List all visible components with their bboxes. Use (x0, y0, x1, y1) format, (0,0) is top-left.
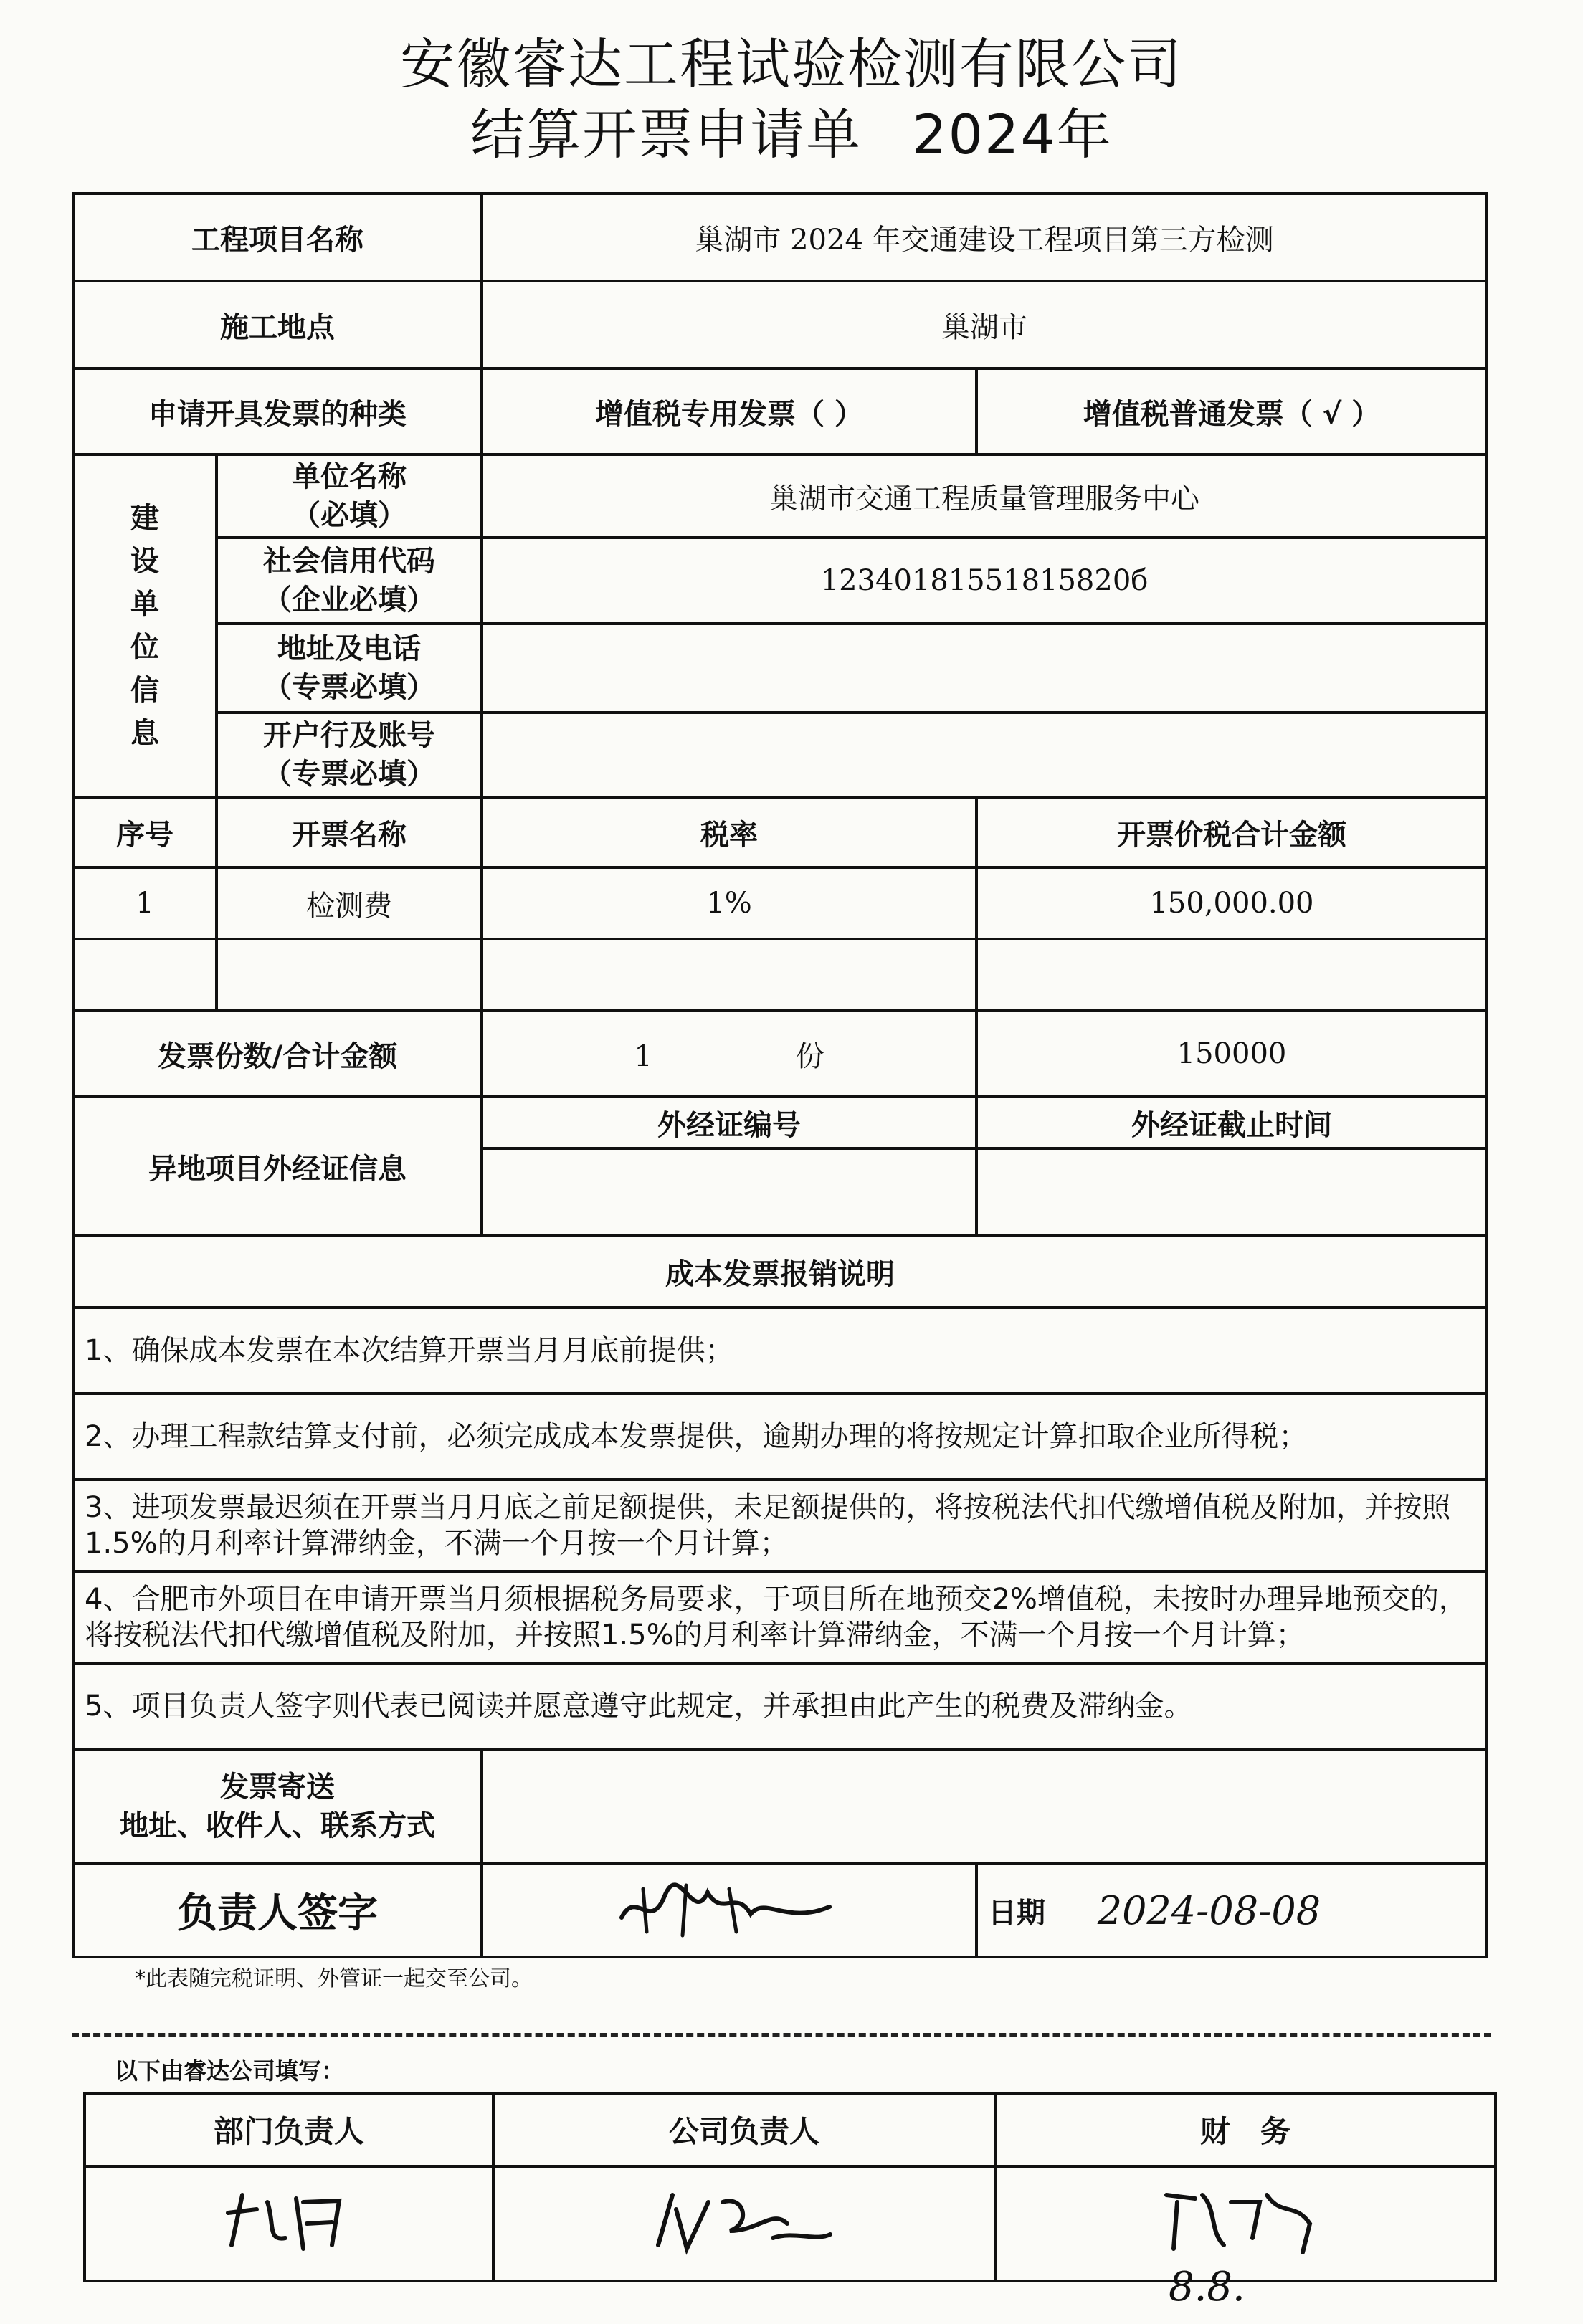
dept-head-label: 部门负责人 (85, 2093, 493, 2166)
mailing-value (482, 1749, 1487, 1864)
row-rate: 1% (482, 867, 976, 939)
invoice-type-label: 申请开具发票的种类 (73, 368, 482, 454)
date-mark: 8.8. (1169, 2264, 1245, 2310)
bank-account-label: 开户行及账号 （专票必填） (217, 713, 482, 797)
signature-label: 负责人签字 (73, 1864, 482, 1957)
cost-notes-title: 成本发票报销说明 (73, 1236, 1487, 1308)
signature-image (482, 1864, 976, 1957)
totals-label: 发票份数/合计金额 (73, 1011, 482, 1097)
date-label: 日期 (988, 1896, 1045, 1930)
copies-value: 1 (634, 1039, 652, 1073)
cost-note-4: 4、合肥市外项目在申请开票当月须根据税务局要求，于项目所在地预交2%增值税，未按时办理异地预交的，将按税法代扣代缴增值税及附加，并按照1.5%的月利率计算滞纳金，不满一个月按一个月计算； (73, 1571, 1487, 1663)
cost-note-2: 2、办理工程款结算支付前，必须完成成本发票提供，逾期办理的将按规定计算扣取企业所得税； (73, 1394, 1487, 1480)
mailing-label: 发票寄送 地址、收件人、联系方式 (73, 1749, 482, 1864)
approval-table (83, 2092, 1497, 2282)
row-name: 检测费 (217, 867, 482, 939)
col-header-no: 序号 (73, 797, 217, 867)
site-value: 巢湖市 (482, 281, 1487, 368)
credit-code-label: 社会信用代码 （企业必填） (217, 538, 482, 624)
credit-code-value: 12340181551815820б (482, 538, 1487, 624)
cert-deadline-label: 外经证截止时间 (976, 1097, 1487, 1148)
form-title (0, 103, 1583, 166)
form-year: 2024年 (912, 103, 1113, 166)
company-head-label: 公司负责人 (493, 2093, 995, 2166)
handwritten-signature (644, 2181, 845, 2259)
cost-note-3: 3、进项发票最迟须在开票当月月底之前足额提供，未足额提供的，将按税法代扣代缴增值税及附加，并按照1.5%的月利率计算滞纳金，不满一个月按一个月计算； (73, 1480, 1487, 1571)
cut-line-divider (72, 2033, 1491, 2037)
fill-in-note: 以下由睿达公司填写： (115, 2057, 345, 2085)
footnote: *此表随完税证明、外管证一起交至公司。 (135, 1966, 533, 1991)
date-cell (976, 1864, 1487, 1957)
application-form-table (72, 192, 1488, 1958)
col-header-amount: 开票价税合计金额 (976, 797, 1487, 867)
handwritten-signature (614, 1875, 844, 1939)
table-row (73, 867, 1487, 939)
totals-amount: 150000 (976, 1011, 1487, 1097)
finance-signature (995, 2166, 1496, 2281)
totals-copies (482, 1011, 976, 1097)
col-header-rate: 税率 (482, 797, 976, 867)
finance-label: 财 务 (995, 2093, 1496, 2166)
unit-name-label: 单位名称 （必填） (217, 454, 482, 538)
builder-info-label: 建 设 单 位 信 息 (73, 454, 217, 797)
company-title: 安徽睿达工程试验检测有限公司 (400, 32, 1183, 96)
cost-note-5: 5、项目负责人签字则代表已阅读并愿意遵守此规定，并承担由此产生的税费及滞纳金。 (73, 1663, 1487, 1749)
address-phone-label: 地址及电话 （专票必填） (217, 624, 482, 713)
cost-note-1: 1、确保成本发票在本次结算开票当月月底前提供； (73, 1308, 1487, 1394)
row-amount: 150,000.00 (976, 867, 1487, 939)
site-label: 施工地点 (73, 281, 482, 368)
unit-name-value: 巢湖市交通工程质量管理服务中心 (482, 454, 1487, 538)
special-invoice-option: 增值税专用发票（ ） (482, 368, 976, 454)
handwritten-signature (1152, 2181, 1339, 2259)
outside-cert-label: 异地项目外经证信息 (73, 1097, 482, 1236)
copies-unit: 份 (795, 1039, 824, 1073)
row-no: 1 (73, 867, 217, 939)
cert-no-label: 外经证编号 (482, 1097, 976, 1148)
cert-deadline-value (976, 1148, 1487, 1236)
company-head-signature (493, 2166, 995, 2281)
col-header-name: 开票名称 (217, 797, 482, 867)
normal-invoice-option: 增值税普通发票（ √ ） (976, 368, 1487, 454)
project-name-label: 工程项目名称 (73, 194, 482, 281)
date-value: 2024-08-08 (1097, 1887, 1321, 1933)
project-name-value: 巢湖市 2024 年交通建设工程项目第三方检测 (482, 194, 1487, 281)
form-title-text: 结算开票申请单 (470, 103, 862, 166)
handwritten-signature (217, 2181, 361, 2259)
address-phone-value (482, 624, 1487, 713)
cert-no-value (482, 1148, 976, 1236)
bank-account-value (482, 713, 1487, 797)
table-row-empty (73, 939, 1487, 1011)
dept-head-signature (85, 2166, 493, 2281)
